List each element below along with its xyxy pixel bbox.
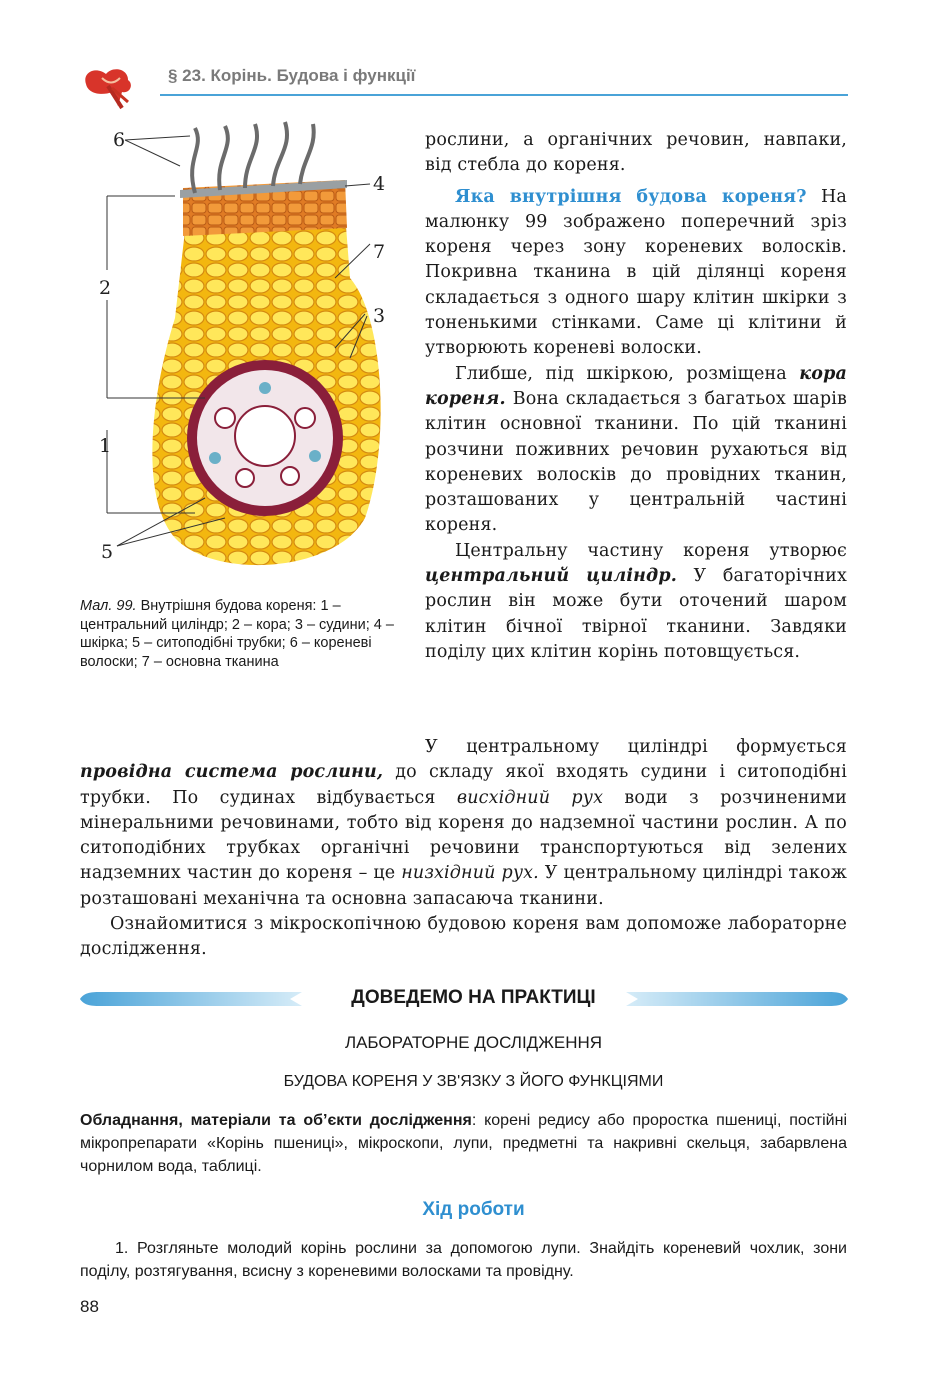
paragraph-5-text-a: У центральному циліндрі формується [425, 737, 847, 757]
header-rule [160, 94, 848, 96]
paragraph-5-text-b: до складу якої входять судини і ситоподібні трубки. По судинах відбувається [80, 762, 847, 808]
page-number: 88 [80, 1297, 99, 1316]
lab-subtitle: БУДОВА КОРЕНЯ У ЗВ'ЯЗКУ З ЙОГО ФУНКЦІЯМИ [283, 1073, 664, 1090]
chapter-logo-icon [78, 62, 138, 112]
caption-figure-number: Мал. 99. [80, 598, 137, 614]
figure-label-4: 4 [373, 173, 386, 195]
full-width-text [80, 735, 847, 963]
figure-label-3: 3 [373, 305, 386, 327]
section-title: § 23. Корінь. Будова і функції [168, 66, 416, 85]
paragraph-3-text-b: Вона складається з багатьох шарів клітин основної тканини. По цій тканині розчини поживних речовин рухаються від кореневих волосків до провідних тканин, розташованих у центральній частині кореня. [425, 388, 847, 536]
paragraph-2 [425, 185, 847, 362]
paragraph-4-text-a: Центральну частину кореня утворює [455, 540, 847, 561]
figure-label-1: 1 [99, 435, 112, 457]
equipment-label: Обладнання, матеріали та об’єкти дослідження [80, 1112, 472, 1129]
term-central-cylinder: центральний циліндр. [425, 566, 677, 587]
paragraph-4 [425, 539, 847, 665]
paragraph-3 [425, 362, 847, 539]
term-conducting-system: провідна система рослини, [80, 762, 384, 783]
equipment-text: : корені редису або проростка пшениці, постійні мікропрепарати «Корінь пшениці», мікроскопи, лупи, предметні та накривні скельця, забарвлена чорнилом вода, таблиці. [80, 1112, 847, 1175]
paragraph-4-text-b: У багаторічних рослин він може бути оточений шаром клітин бічної твірної тканини. Завдяки поділу цих клітин корінь потовщується. [425, 566, 847, 662]
caption-text: Внутрішня будова кореня: 1 – центральний циліндр; 2 – кора; 3 – судини; 4 – шкірка; 5 – ситоподібні трубки; 6 – кореневі волоски; 7 – основна тканина [80, 598, 394, 670]
figure-label-5: 5 [101, 541, 114, 563]
paragraph-5 [80, 735, 847, 912]
practice-banner-title: ДОВЕДЕМО НА ПРАКТИЦІ [351, 987, 596, 1008]
paragraph-5-text-c: води з розчиненими мінеральними речовинами, тобто від кореня до надземної частини рослин. А по ситоподібних трубках органічні речовини транспортуються від зелених надземних частин до кореня – це [80, 787, 847, 884]
term-descending-flow: низхідний рух. [401, 863, 539, 884]
root-cross-section-figure [95, 118, 415, 588]
figure-label-7: 7 [373, 241, 386, 263]
right-column-text [425, 128, 847, 665]
term-cortex: кора кореня. [425, 363, 847, 409]
paragraph-3-text-a: Глибше, під шкіркою, розміщена [455, 363, 800, 384]
figure-caption [80, 597, 400, 671]
paragraph-5-text-d: У центральному циліндрі також розташовані механічна та основна запасаюча тканини. [80, 863, 847, 909]
figure-label-6: 6 [113, 129, 126, 151]
paragraph-2-text: На малюнку 99 зображено поперечний зріз кореня через зону кореневих волосків. Покривна тканина в цій ділянці кореня складається з одного шару клітин шкірки з тоненькими стінками. Саме ці клітини й утворюють кореневі волоски. [425, 186, 847, 359]
paragraph-1: рослини, а органічних речовин, навпаки, від стебла до кореня. [425, 130, 847, 176]
procedure-title: Хід роботи [422, 1199, 525, 1220]
lab-title: ЛАБОРАТОРНЕ ДОСЛІДЖЕННЯ [344, 1033, 603, 1052]
equipment-paragraph [80, 1109, 847, 1178]
procedure-step-1: 1. Розгляньте молодий корінь рослини за допомогою лупи. Знайдіть кореневий чохлик, зони поділу, розтягування, всисну з кореневими волосками та провідну. [80, 1240, 847, 1280]
term-ascending-flow: висхідний рух [456, 787, 604, 808]
figure-label-2: 2 [99, 277, 112, 299]
question-heading: Яка внутрішня будова кореня? [455, 186, 807, 207]
paragraph-6: Ознайомитися з мікроскопічною будовою кореня вам допоможе лабораторне дослідження. [80, 914, 847, 960]
